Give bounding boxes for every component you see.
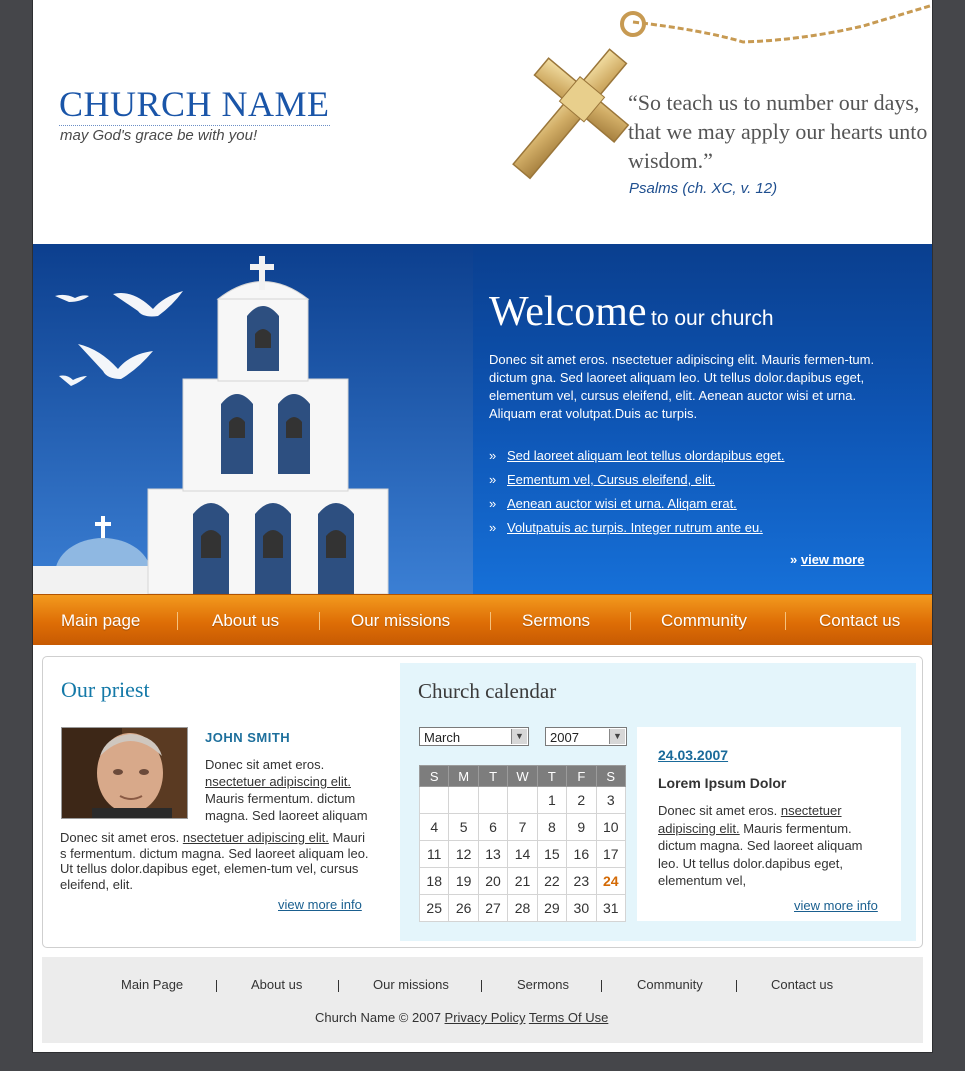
bio-link[interactable]: nsectetuer adipiscing elit. xyxy=(182,830,329,845)
scripture-source: Psalms (ch. XC, v. 12) xyxy=(629,180,778,197)
year-select-value: 2007 xyxy=(550,730,579,745)
bullet-icon: » xyxy=(489,496,497,511)
calendar-day[interactable]: 21 xyxy=(508,868,537,895)
welcome-link[interactable]: Eementum vel, Cursus eleifend, elit. xyxy=(507,472,716,487)
footer-divider xyxy=(736,980,737,992)
nav-community[interactable]: Community xyxy=(661,611,747,630)
priest-photo xyxy=(61,727,188,819)
calendar-empty-cell xyxy=(508,787,537,814)
calendar-day[interactable]: 12 xyxy=(449,841,478,868)
footer-divider xyxy=(338,980,339,992)
nav-main-page[interactable]: Main page xyxy=(61,611,141,630)
calendar-day[interactable]: 20 xyxy=(478,868,507,895)
priest-bio-long xyxy=(60,830,370,892)
nav-about-us[interactable]: About us xyxy=(212,611,280,630)
nav-contact-us[interactable]: Contact us xyxy=(819,611,901,630)
priest-view-more-link[interactable]: view more info xyxy=(278,897,362,912)
calendar-day[interactable]: 29 xyxy=(537,895,566,922)
calendar-day[interactable]: 7 xyxy=(508,814,537,841)
welcome-link[interactable]: Aenean auctor wisi et urna. Aliqam erat. xyxy=(507,496,737,511)
calendar-body xyxy=(420,787,626,922)
event-view-more-link[interactable]: view more info xyxy=(794,898,878,913)
welcome-heading-main: Welcome xyxy=(489,289,647,335)
year-select[interactable] xyxy=(545,727,627,746)
calendar-weekday: F xyxy=(567,766,596,787)
calendar-weekday: T xyxy=(537,766,566,787)
copyright-text: Church Name © 2007 xyxy=(315,1010,441,1025)
footer-divider xyxy=(601,980,602,992)
calendar-week-row xyxy=(420,868,626,895)
calendar-day[interactable]: 25 xyxy=(420,895,449,922)
calendar-day[interactable]: 8 xyxy=(537,814,566,841)
footer-link-sermons[interactable]: Sermons xyxy=(517,977,570,992)
privacy-policy-link[interactable]: Privacy Policy xyxy=(444,1010,526,1025)
welcome-banner xyxy=(33,244,932,594)
priest-heading: Our priest xyxy=(61,677,150,702)
calendar-weekday: S xyxy=(596,766,625,787)
calendar-week-row xyxy=(420,841,626,868)
event-card xyxy=(637,727,901,921)
calendar-day[interactable]: 14 xyxy=(508,841,537,868)
nav-divider xyxy=(785,612,786,630)
terms-of-use-link[interactable]: Terms Of Use xyxy=(528,1010,609,1025)
calendar-day[interactable]: 18 xyxy=(420,868,449,895)
welcome-links xyxy=(489,444,785,540)
calendar-day[interactable]: 27 xyxy=(478,895,507,922)
priest-portrait-image xyxy=(62,728,187,818)
calendar-day[interactable]: 4 xyxy=(420,814,449,841)
bio-link[interactable]: nsectetuer adipiscing elit. xyxy=(205,774,351,789)
bullet-icon: » xyxy=(489,448,497,463)
nav-sermons[interactable]: Sermons xyxy=(522,611,591,630)
content-box xyxy=(42,656,923,948)
event-text-link[interactable]: nsectetuer adipiscing elit. xyxy=(658,803,842,836)
calendar-panel xyxy=(400,663,916,941)
welcome-heading-sub: to our church xyxy=(651,307,774,330)
bio-text: Mauri s fermentum. dictum magna. Sed laoreet aliquam leo. Ut tellus dolor.dapibus eget, elemen-tum vel, cursus eleifend, elit. xyxy=(60,830,369,892)
calendar-week-row xyxy=(420,787,626,814)
calendar-day[interactable]: 3 xyxy=(596,787,625,814)
footer-divider xyxy=(216,980,217,992)
main-nav xyxy=(33,594,932,645)
calendar-day[interactable]: 19 xyxy=(449,868,478,895)
calendar-day[interactable]: 1 xyxy=(537,787,566,814)
calendar-weekday: T xyxy=(478,766,507,787)
view-more-label[interactable]: view more xyxy=(800,552,865,567)
calendar-day[interactable]: 13 xyxy=(478,841,507,868)
bullet-icon: » xyxy=(790,552,798,567)
calendar-heading: Church calendar xyxy=(418,679,557,703)
calendar-grid xyxy=(419,765,626,922)
calendar-day[interactable]: 30 xyxy=(567,895,596,922)
calendar-weekday: W xyxy=(508,766,537,787)
welcome-link[interactable]: Volutpatuis ac turpis. Integer rutrum ante eu. xyxy=(507,520,763,535)
calendar-day[interactable]: 10 xyxy=(596,814,625,841)
welcome-link-item xyxy=(489,492,785,516)
calendar-weekday: M xyxy=(449,766,478,787)
footer-divider xyxy=(481,980,482,992)
calendar-day[interactable]: 6 xyxy=(478,814,507,841)
calendar-day[interactable]: 24 xyxy=(596,868,625,895)
calendar-day[interactable]: 23 xyxy=(567,868,596,895)
calendar-day[interactable]: 26 xyxy=(449,895,478,922)
calendar-week-row xyxy=(420,895,626,922)
nav-our-missions[interactable]: Our missions xyxy=(351,611,451,630)
calendar-day[interactable]: 16 xyxy=(567,841,596,868)
scripture-quote: “So teach us to number our days, that we may apply our hearts unto wisdom.” xyxy=(628,90,928,173)
calendar-day[interactable]: 28 xyxy=(508,895,537,922)
month-select-value: March xyxy=(424,730,461,745)
copyright xyxy=(315,1010,608,1025)
footer-link-about-us[interactable]: About us xyxy=(251,977,303,992)
nav-divider xyxy=(177,612,178,630)
event-date-link[interactable]: 24.03.2007 xyxy=(658,747,729,763)
welcome-heading xyxy=(489,288,774,336)
nav-divider xyxy=(630,612,631,630)
calendar-empty-cell xyxy=(478,787,507,814)
calendar-day[interactable]: 17 xyxy=(596,841,625,868)
event-text xyxy=(658,802,880,890)
calendar-week-row xyxy=(420,814,626,841)
calendar-day[interactable]: 11 xyxy=(420,841,449,868)
footer-link-main-page[interactable]: Main Page xyxy=(121,977,184,992)
bell-tower-image xyxy=(33,244,473,594)
welcome-link-item xyxy=(489,516,785,540)
month-select[interactable] xyxy=(419,727,529,746)
priest-name: JOHN SMITH xyxy=(205,730,291,745)
footer-link-contact-us[interactable]: Contact us xyxy=(771,977,834,992)
page xyxy=(33,0,932,1052)
calendar-day[interactable]: 5 xyxy=(449,814,478,841)
nav-divider xyxy=(319,612,320,630)
event-text-part: Mauris fermentum. dictum magna. Sed laoreet aliquam leo. Ut tellus dolor.dapibus eget, elementum vel, xyxy=(658,820,863,888)
calendar-weekday-row xyxy=(420,766,626,787)
header xyxy=(33,0,932,244)
nav-divider xyxy=(490,612,491,630)
chevron-down-icon[interactable]: ▼ xyxy=(609,729,625,744)
calendar-empty-cell xyxy=(420,787,449,814)
calendar-weekday: S xyxy=(420,766,449,787)
welcome-link[interactable]: Sed laoreet aliquam leot tellus olordapibus eget. xyxy=(507,448,785,463)
calendar-empty-cell xyxy=(449,787,478,814)
calendar-day[interactable]: 15 xyxy=(537,841,566,868)
welcome-text: Donec sit amet eros. nsectetuer adipiscing elit. Mauris fermen-tum. dictum gna. Sed laoreet aliquam leo. Ut tellus dolor.dapibus eget, elementum vel, cursus eleifend, elit. Aenean auctor wisi et urna. Aliquam erat volutpat.Duis ac turpis. xyxy=(489,352,875,421)
welcome-link-item xyxy=(489,444,785,468)
chevron-down-icon[interactable]: ▼ xyxy=(511,729,527,744)
bio-text: Donec sit amet eros. xyxy=(205,757,325,772)
bio-text: Mauris fermentum. dictum magna. Sed laoreet aliquam xyxy=(205,791,368,823)
welcome-link-item xyxy=(489,468,785,492)
footer-link-community[interactable]: Community xyxy=(637,977,703,992)
view-more-link[interactable] xyxy=(790,552,864,567)
bio-text: Donec sit amet eros. xyxy=(60,830,180,845)
event-title: Lorem Ipsum Dolor xyxy=(658,775,787,791)
footer-link-our-missions[interactable]: Our missions xyxy=(373,977,449,992)
footer xyxy=(42,957,923,1043)
calendar-day[interactable]: 9 xyxy=(567,814,596,841)
calendar-day[interactable]: 31 xyxy=(596,895,625,922)
calendar-day[interactable]: 2 xyxy=(567,787,596,814)
bullet-icon: » xyxy=(489,520,497,535)
event-text-part: Donec sit amet eros. xyxy=(658,803,778,818)
church-name-logo[interactable]: CHURCH NAME xyxy=(59,84,330,124)
tagline: may God's grace be with you! xyxy=(60,127,258,144)
bullet-icon: » xyxy=(489,472,497,487)
priest-bio-short xyxy=(205,756,380,824)
calendar-day[interactable]: 22 xyxy=(537,868,566,895)
